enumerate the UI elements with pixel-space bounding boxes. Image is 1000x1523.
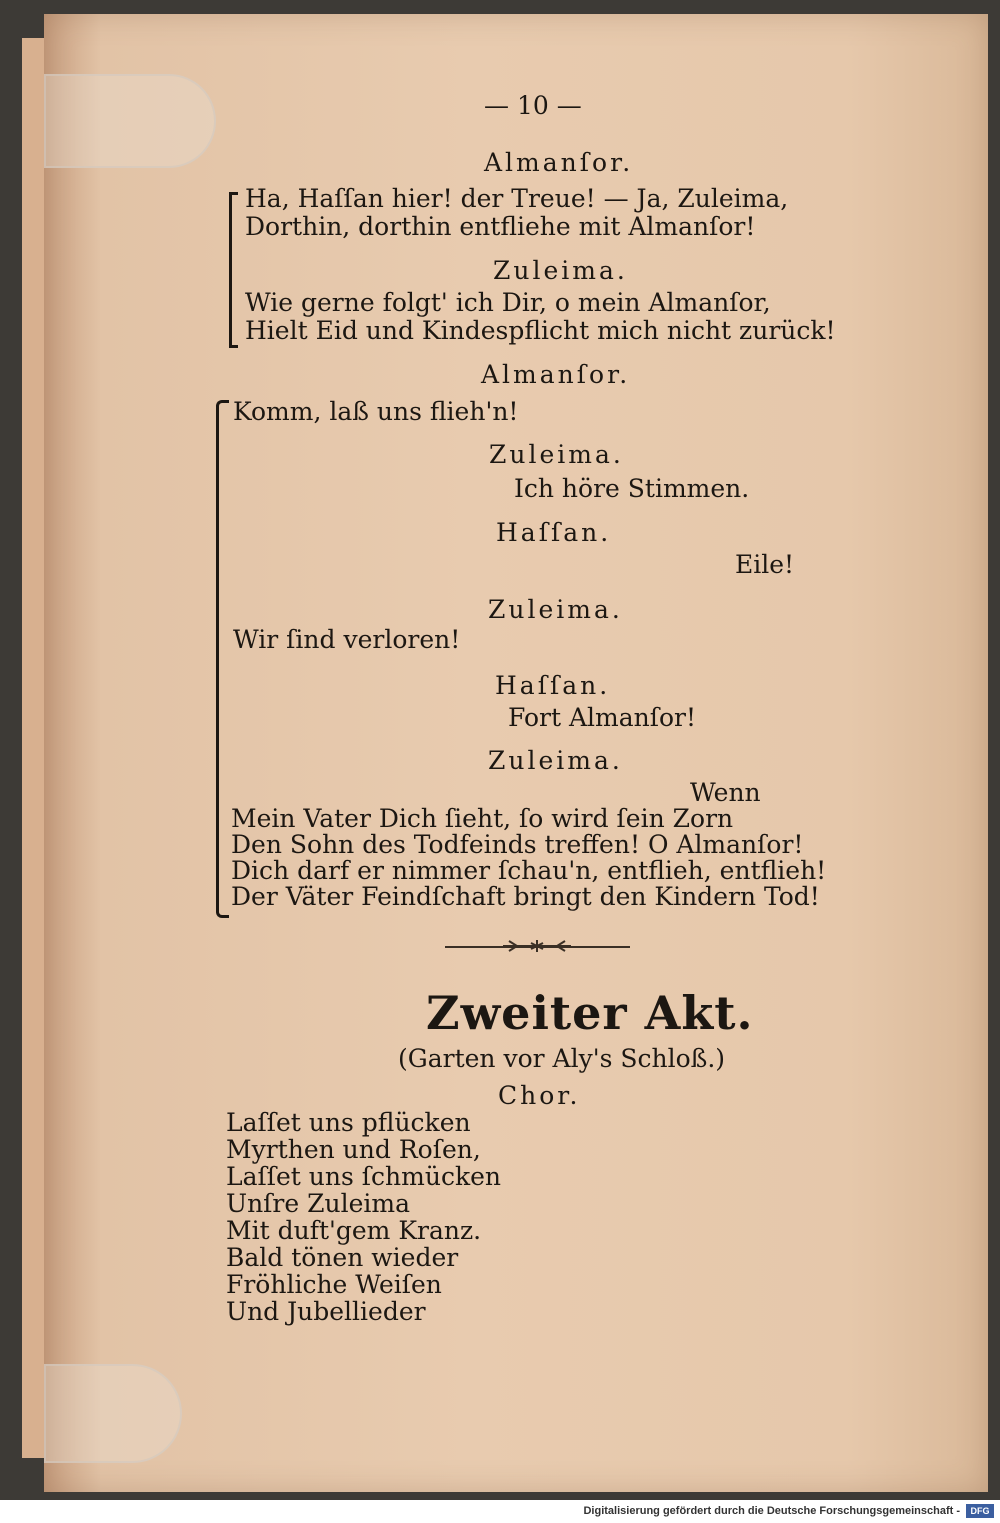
speaker-label: Zuleima. bbox=[489, 440, 624, 469]
dialogue-line: Wie gerne folgt' ich Dir, o mein Almanſor, bbox=[245, 288, 771, 317]
funding-credit: Digitalisierung gefördert durch die Deutsche Forschungsgemeinschaft - bbox=[583, 1505, 960, 1517]
dialogue-line: Ha, Haſſan hier! der Treue! — Ja, Zuleima, bbox=[245, 184, 789, 213]
dfg-logo: DFG bbox=[966, 1504, 994, 1518]
dialogue-line: Dorthin, dorthin entfliehe mit Almanſor! bbox=[245, 212, 756, 241]
speaker-label: Zuleima. bbox=[488, 746, 623, 775]
dialogue-line: Komm, laß uns flieh'n! bbox=[233, 397, 519, 426]
speaker-label: Zuleima. bbox=[488, 595, 623, 624]
speaker-label: Zuleima. bbox=[493, 256, 628, 285]
verse-line: Unſre Zuleima bbox=[226, 1189, 410, 1218]
verse-line: Laſſet uns ſchmücken bbox=[226, 1162, 501, 1191]
ornament-icon bbox=[503, 938, 571, 954]
act-setting: (Garten vor Aly's Schloß.) bbox=[398, 1044, 726, 1073]
speaker-label: Almanſor. bbox=[481, 360, 631, 389]
dialogue-line: Eile! bbox=[735, 550, 795, 579]
dialogue-line: Wir ſind verloren! bbox=[233, 625, 461, 654]
speaker-label: Almanſor. bbox=[484, 148, 634, 177]
dialogue-line: Mein Vater Dich ſieht, ſo wird ſein Zorn bbox=[231, 804, 734, 833]
paper-clip-top bbox=[44, 74, 216, 168]
dialogue-bracket-2 bbox=[216, 400, 229, 918]
dialogue-line: Fort Almanſor! bbox=[508, 703, 697, 732]
verse-line: Laſſet uns pflücken bbox=[226, 1108, 471, 1137]
verse-line: Und Jubellieder bbox=[226, 1297, 426, 1326]
verse-line: Mit duft'gem Kranz. bbox=[226, 1216, 482, 1245]
speaker-label: Haſſan. bbox=[496, 518, 612, 547]
verse-line: Fröhliche Weiſen bbox=[226, 1270, 442, 1299]
paper-clip-bottom bbox=[44, 1364, 182, 1463]
footer-bar bbox=[0, 1500, 1000, 1523]
dialogue-bracket-1 bbox=[229, 192, 238, 348]
dialogue-line: Der Väter Feindſchaft bringt den Kindern Tod! bbox=[231, 882, 820, 911]
speaker-label: Chor. bbox=[498, 1081, 581, 1110]
dialogue-line: Dich darf er nimmer ſchau'n, entflieh, entflieh! bbox=[231, 856, 827, 885]
verse-line: Bald tönen wieder bbox=[226, 1243, 459, 1272]
dialogue-line: Wenn bbox=[690, 778, 761, 807]
speaker-label: Haſſan. bbox=[495, 671, 611, 700]
dialogue-line: Hielt Eid und Kindespflicht mich nicht zurück! bbox=[245, 316, 836, 345]
verse-line: Myrthen und Roſen, bbox=[226, 1135, 481, 1164]
dialogue-line: Den Sohn des Todfeinds treffen! O Almanſor! bbox=[231, 830, 804, 859]
act-title: Zweiter Akt. bbox=[426, 986, 754, 1040]
page-number: — 10 — bbox=[484, 91, 582, 120]
dialogue-line: Ich höre Stimmen. bbox=[514, 474, 750, 503]
